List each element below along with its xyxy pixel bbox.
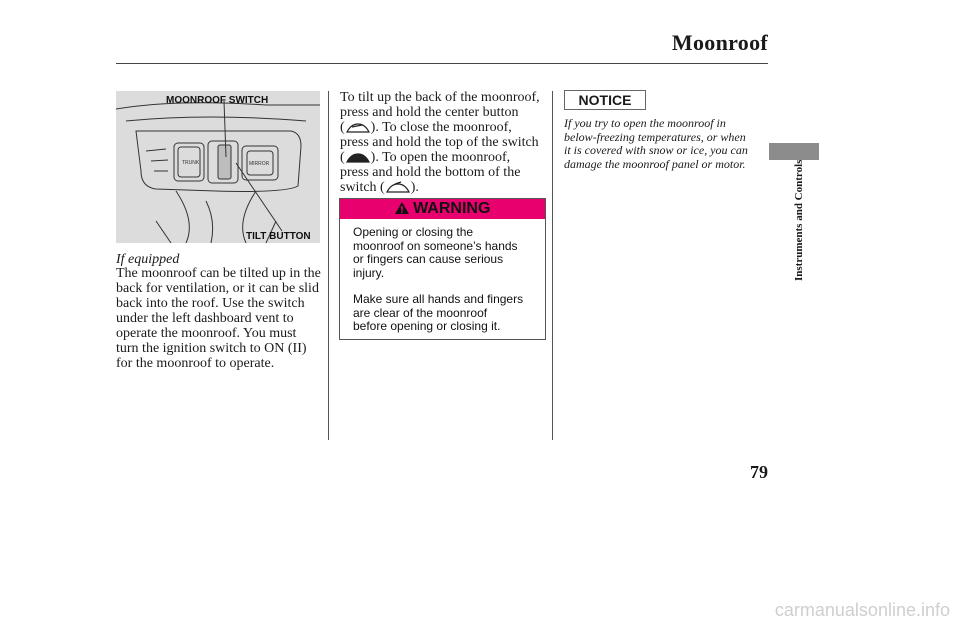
watermark: carmanualsonline.info (774, 600, 950, 620)
chapter-label: Instruments and Controls (793, 160, 805, 282)
text-line: injury. (353, 265, 385, 280)
text-line: If you try to open the moonroof in (564, 116, 726, 130)
column-divider-left (328, 91, 329, 440)
text-line: for the moonroof to operate. (116, 356, 275, 371)
svg-text:MIRROR: MIRROR (249, 161, 270, 167)
svg-text:TRUNK: TRUNK (182, 160, 200, 166)
moonroof-intro-paragraph (116, 266, 326, 371)
if-equipped-note: If equipped (116, 252, 180, 267)
warning-box (339, 198, 546, 340)
text-line: damage the moonroof panel or motor. (564, 156, 746, 171)
text-line: The moonroof can be tilted up in the (116, 266, 321, 281)
text-line: ( ). To close the moonroof, (340, 120, 512, 135)
text-line: it is covered with snow or ice, you can (564, 143, 748, 157)
figure-label-tilt-button: TILT BUTTON (246, 231, 311, 242)
dashboard-switch-drawing (116, 91, 320, 243)
notice-text (564, 117, 764, 171)
text-line: To tilt up the back of the moonroof, (340, 90, 540, 105)
warning-text-2 (353, 293, 543, 334)
chapter-tab-marker (769, 143, 819, 160)
moonroof-open-icon (385, 181, 411, 195)
moonroof-switch-illustration (116, 91, 320, 243)
text-line: under the left dashboard vent to (116, 311, 294, 326)
warning-triangle-icon (395, 202, 409, 214)
moonroof-close-icon (345, 151, 371, 165)
page-title: Moonroof (671, 30, 768, 55)
text-line: before opening or closing it. (353, 319, 501, 333)
tilt-instructions-paragraph (340, 90, 552, 195)
text-line: or fingers can cause serious (353, 252, 504, 266)
text-line: operate the moonroof. You must (116, 326, 297, 341)
text-line: press and hold the top of the switch (340, 135, 539, 150)
warning-header (340, 199, 545, 219)
warning-text-1 (353, 226, 543, 280)
text-line: press and hold the center button (340, 105, 519, 120)
text-line: back for ventilation, or it can be slid (116, 281, 319, 296)
text-line: switch ( ). (340, 180, 419, 195)
header-rule (116, 63, 768, 64)
text-line: are clear of the moonroof (353, 305, 488, 320)
text-line: press and hold the bottom of the (340, 165, 521, 180)
notice-label: NOTICE (564, 90, 646, 110)
text-line: back into the roof. Use the switch (116, 296, 305, 311)
text-line: Make sure all hands and fingers (353, 292, 524, 306)
warning-title: WARNING (413, 200, 491, 217)
text-line: moonroof on someone’s hands (353, 238, 518, 253)
column-divider-right (552, 91, 553, 440)
figure-label-moonroof-switch: MOONROOF SWITCH (166, 95, 269, 106)
text-line: ( ). To open the moonroof, (340, 150, 511, 165)
text-line: turn the ignition switch to ON (II) (116, 341, 307, 356)
text-line: Opening or closing the (353, 225, 474, 239)
text-line: below-freezing temperatures, or when (564, 129, 746, 144)
moonroof-tilt-icon (345, 121, 371, 135)
page-number: 79 (750, 462, 768, 482)
